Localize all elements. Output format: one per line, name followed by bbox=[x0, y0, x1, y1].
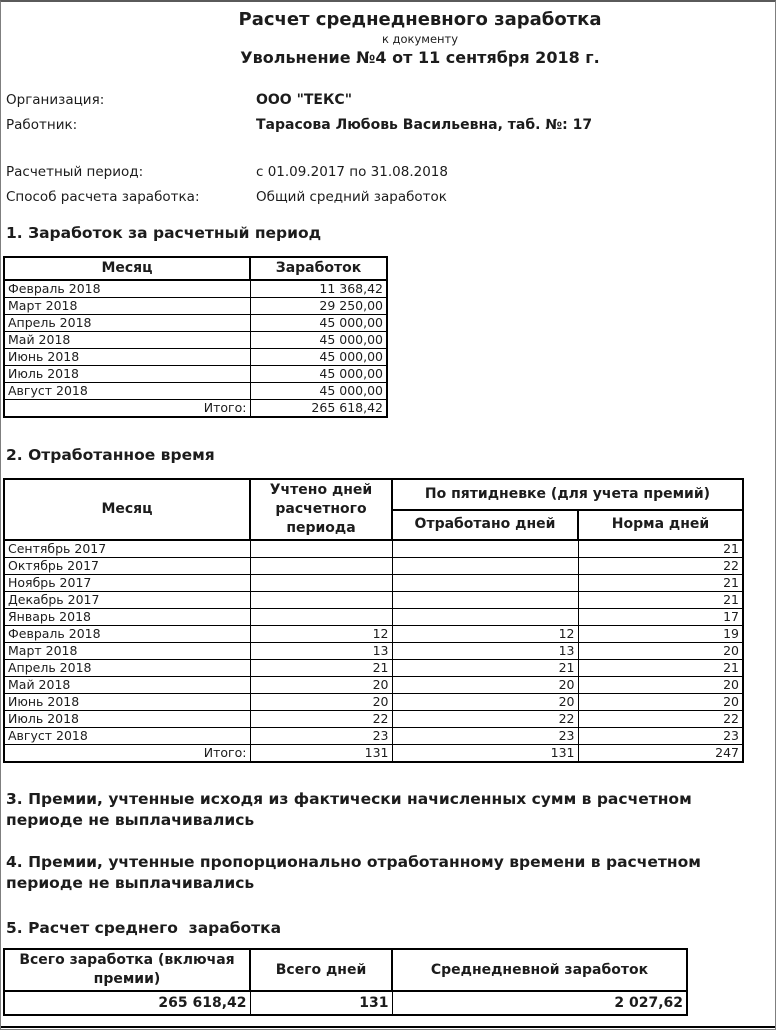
total-norm: 247 bbox=[578, 745, 743, 763]
period-row bbox=[6, 160, 775, 185]
section5-heading: 5. Расчет среднего заработка bbox=[6, 919, 282, 937]
month-cell: Март 2018 bbox=[4, 643, 250, 660]
counted-cell: 23 bbox=[250, 728, 392, 745]
organization-row bbox=[6, 88, 775, 113]
counted-cell: 20 bbox=[250, 694, 392, 711]
worked-time-table bbox=[3, 478, 744, 763]
table-row bbox=[4, 280, 387, 298]
month-cell: Февраль 2018 bbox=[4, 280, 250, 298]
counted-cell: 22 bbox=[250, 711, 392, 728]
month-cell: Июль 2018 bbox=[4, 366, 250, 383]
table-row bbox=[4, 298, 387, 315]
month-cell: Апрель 2018 bbox=[4, 660, 250, 677]
earnings-header-row bbox=[4, 257, 387, 280]
amount-cell: 29 250,00 bbox=[250, 298, 387, 315]
worked-cell: 22 bbox=[392, 711, 578, 728]
norm-cell: 20 bbox=[578, 677, 743, 694]
amount-cell: 45 000,00 bbox=[250, 349, 387, 366]
worked-col-month: Месяц bbox=[4, 479, 250, 540]
avg-col-average: Среднедневной заработок bbox=[392, 949, 687, 991]
norm-cell: 21 bbox=[578, 592, 743, 609]
avg-col-total-earnings: Всего заработка (включая премии) bbox=[4, 949, 250, 991]
report-header bbox=[65, 8, 775, 68]
month-cell: Июнь 2018 bbox=[4, 694, 250, 711]
organization-value: ООО "ТЕКС" bbox=[256, 92, 352, 108]
table-row bbox=[4, 366, 387, 383]
average-values-row bbox=[4, 991, 687, 1015]
section3-text: 3. Премии, учтенные исходя из фактически начисленных сумм в расчетном периоде не выплачивались bbox=[6, 790, 692, 829]
norm-cell: 19 bbox=[578, 626, 743, 643]
period-label: Расчетный период: bbox=[6, 164, 144, 180]
employee-row bbox=[6, 113, 775, 138]
average-earnings-table bbox=[3, 948, 688, 1016]
table-row bbox=[4, 609, 743, 626]
counted-cell: 13 bbox=[250, 643, 392, 660]
table-row bbox=[4, 728, 743, 745]
counted-cell: 21 bbox=[250, 660, 392, 677]
norm-cell: 17 bbox=[578, 609, 743, 626]
worked-col-worked: Отработано дней bbox=[392, 510, 578, 541]
amount-cell: 45 000,00 bbox=[250, 383, 387, 400]
table-row bbox=[4, 315, 387, 332]
worked-cell bbox=[392, 609, 578, 626]
total-label: Итого: bbox=[4, 400, 250, 418]
month-cell: Сентябрь 2017 bbox=[4, 540, 250, 558]
info-block bbox=[6, 88, 775, 210]
organization-label: Организация: bbox=[6, 92, 105, 108]
month-cell: Декабрь 2017 bbox=[4, 592, 250, 609]
amount-cell: 11 368,42 bbox=[250, 280, 387, 298]
info-gap bbox=[6, 138, 775, 160]
worked-cell: 23 bbox=[392, 728, 578, 745]
counted-cell: 12 bbox=[250, 626, 392, 643]
table-row bbox=[4, 540, 743, 558]
table-row bbox=[4, 592, 743, 609]
total-label: Итого: bbox=[4, 745, 250, 763]
avg-col-total-days: Всего дней bbox=[250, 949, 392, 991]
page-title: Расчет среднедневного заработка bbox=[238, 9, 602, 30]
earnings-col-amount: Заработок bbox=[250, 257, 387, 280]
norm-cell: 21 bbox=[578, 575, 743, 592]
counted-cell bbox=[250, 558, 392, 575]
worked-cell: 12 bbox=[392, 626, 578, 643]
worked-cell: 20 bbox=[392, 677, 578, 694]
worked-time-total-row bbox=[4, 745, 743, 763]
table-row bbox=[4, 677, 743, 694]
month-cell: Январь 2018 bbox=[4, 609, 250, 626]
counted-cell bbox=[250, 609, 392, 626]
method-value: Общий средний заработок bbox=[256, 189, 447, 205]
table-row bbox=[4, 349, 387, 366]
earnings-total-row bbox=[4, 400, 387, 418]
month-cell: Август 2018 bbox=[4, 728, 250, 745]
counted-cell: 20 bbox=[250, 677, 392, 694]
worked-cell: 21 bbox=[392, 660, 578, 677]
amount-cell: 45 000,00 bbox=[250, 332, 387, 349]
period-value: с 01.09.2017 по 31.08.2018 bbox=[256, 164, 448, 180]
month-cell: Апрель 2018 bbox=[4, 315, 250, 332]
amount-cell: 45 000,00 bbox=[250, 366, 387, 383]
earnings-table bbox=[3, 256, 388, 418]
section1-heading: 1. Заработок за расчетный период bbox=[6, 224, 322, 242]
norm-cell: 20 bbox=[578, 643, 743, 660]
counted-cell bbox=[250, 575, 392, 592]
norm-cell: 20 bbox=[578, 694, 743, 711]
month-cell: Февраль 2018 bbox=[4, 626, 250, 643]
worked-col-counted: Учтено дней расчетного периода bbox=[250, 479, 392, 540]
section4-text: 4. Премии, учтенные пропорционально отработанному времени в расчетном периоде не выплачивались bbox=[6, 853, 701, 892]
bottom-divider bbox=[1, 1026, 775, 1028]
worked-cell bbox=[392, 575, 578, 592]
method-row bbox=[6, 185, 775, 210]
employee-label: Работник: bbox=[6, 117, 78, 133]
average-header-row bbox=[4, 949, 687, 991]
table-row bbox=[4, 660, 743, 677]
worked-cell: 13 bbox=[392, 643, 578, 660]
method-label: Способ расчета заработка: bbox=[6, 189, 200, 205]
month-cell: Март 2018 bbox=[4, 298, 250, 315]
norm-cell: 22 bbox=[578, 558, 743, 575]
norm-cell: 23 bbox=[578, 728, 743, 745]
norm-cell: 21 bbox=[578, 660, 743, 677]
table-row bbox=[4, 626, 743, 643]
total-worked: 131 bbox=[392, 745, 578, 763]
document-name: Увольнение №4 от 11 сентября 2018 г. bbox=[240, 48, 600, 67]
counted-cell bbox=[250, 540, 392, 558]
employee-value: Тарасова Любовь Васильевна, таб. №: 17 bbox=[256, 117, 593, 133]
subtitle-to-document: к документу bbox=[381, 32, 459, 46]
month-cell: Май 2018 bbox=[4, 332, 250, 349]
amount-cell: 45 000,00 bbox=[250, 315, 387, 332]
table-row bbox=[4, 643, 743, 660]
worked-cell bbox=[392, 558, 578, 575]
worked-time-header-row1 bbox=[4, 479, 743, 510]
worked-col-group: По пятидневке (для учета премий) bbox=[392, 479, 743, 510]
month-cell: Июль 2018 bbox=[4, 711, 250, 728]
counted-cell bbox=[250, 592, 392, 609]
month-cell: Июнь 2018 bbox=[4, 349, 250, 366]
section2-heading: 2. Отработанное время bbox=[6, 446, 215, 464]
total-earnings-value: 265 618,42 bbox=[4, 991, 250, 1015]
worked-col-norm: Норма дней bbox=[578, 510, 743, 541]
total-counted: 131 bbox=[250, 745, 392, 763]
worked-cell bbox=[392, 540, 578, 558]
worked-cell: 20 bbox=[392, 694, 578, 711]
month-cell: Октябрь 2017 bbox=[4, 558, 250, 575]
month-cell: Ноябрь 2017 bbox=[4, 575, 250, 592]
month-cell: Май 2018 bbox=[4, 677, 250, 694]
earnings-col-month: Месяц bbox=[4, 257, 250, 280]
worked-cell bbox=[392, 592, 578, 609]
norm-cell: 21 bbox=[578, 540, 743, 558]
table-row bbox=[4, 694, 743, 711]
average-earnings-value: 2 027,62 bbox=[392, 991, 687, 1015]
table-row bbox=[4, 332, 387, 349]
table-row bbox=[4, 575, 743, 592]
table-row bbox=[4, 711, 743, 728]
norm-cell: 22 bbox=[578, 711, 743, 728]
month-cell: Август 2018 bbox=[4, 383, 250, 400]
total-days-value: 131 bbox=[250, 991, 392, 1015]
total-value: 265 618,42 bbox=[250, 400, 387, 418]
table-row bbox=[4, 383, 387, 400]
table-row bbox=[4, 558, 743, 575]
